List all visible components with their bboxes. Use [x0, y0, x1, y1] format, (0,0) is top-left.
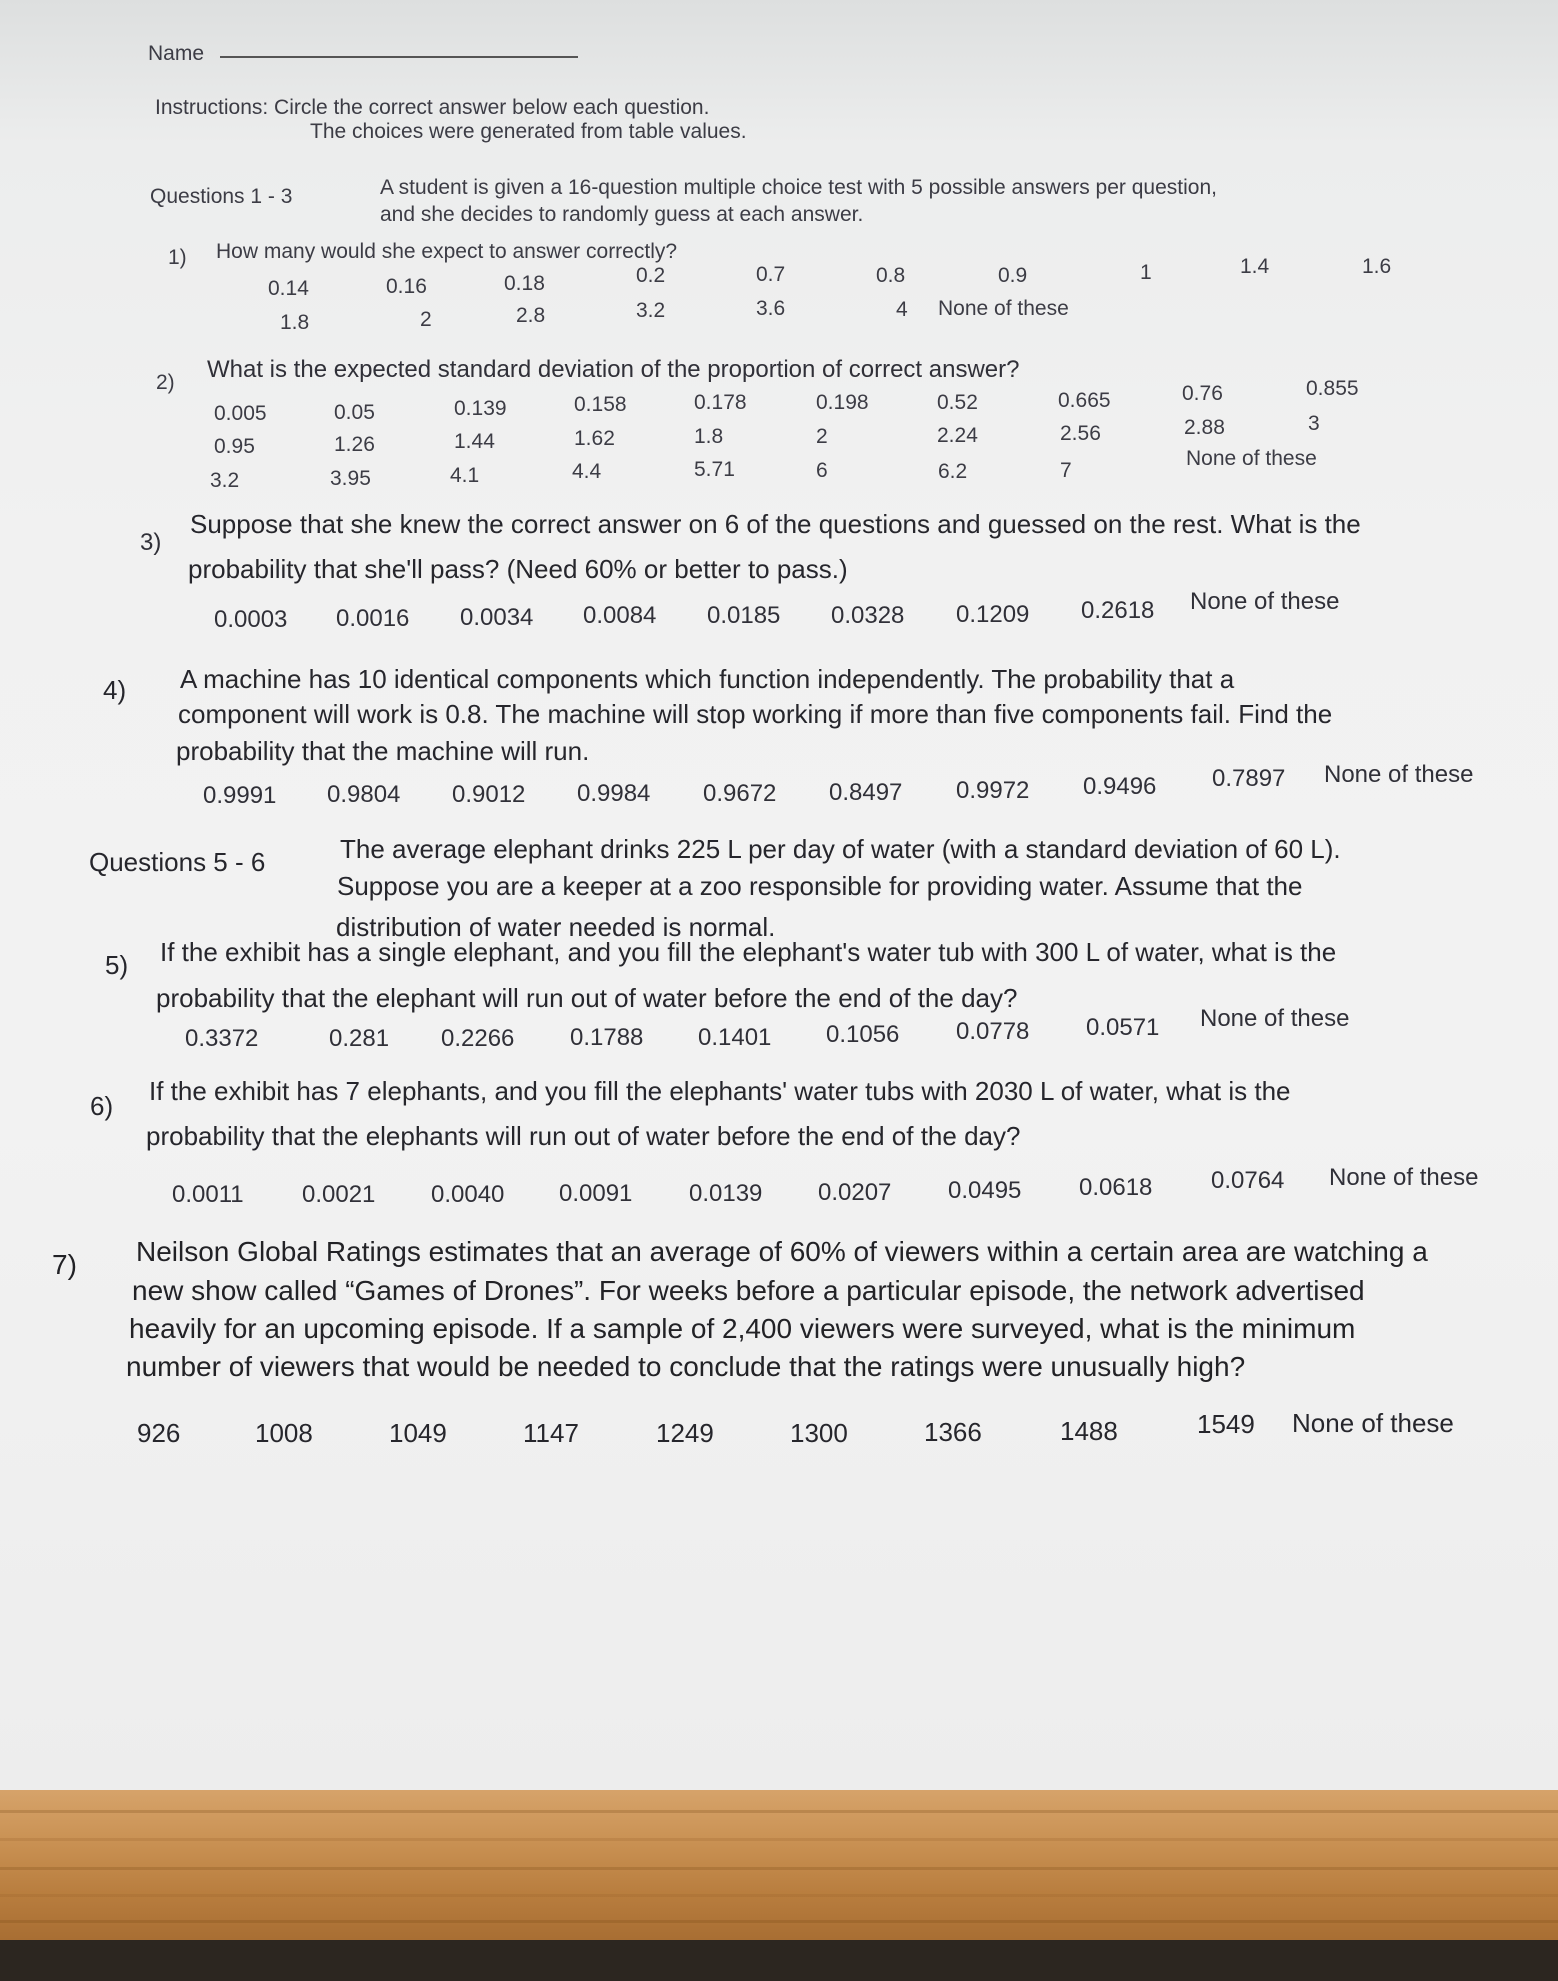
question-4-number: 4) [103, 675, 127, 705]
answer-choice[interactable]: 4.1 [450, 464, 480, 487]
answer-choice[interactable]: 2.56 [1060, 422, 1101, 445]
answer-choice[interactable]: 0.0495 [948, 1177, 1022, 1204]
group-1-3-text-2: and she decides to randomly guess at each answer. [380, 203, 864, 226]
answer-choice[interactable]: 1 [1140, 261, 1152, 284]
question-3-text-1: Suppose that she knew the correct answer on 6 of the questions and guessed on the rest. What is the [190, 509, 1361, 539]
answer-choice[interactable]: 0.8 [876, 264, 906, 287]
answer-choice[interactable]: 2.24 [937, 424, 978, 447]
answer-choice[interactable]: 1.4 [1240, 255, 1270, 278]
instructions-line-2: The choices were generated from table values. [310, 120, 747, 143]
answer-choice[interactable]: 0.3372 [185, 1025, 259, 1052]
question-1-text: How many would she expect to answer correctly? [216, 240, 678, 263]
answer-choice[interactable]: 0.1401 [698, 1024, 772, 1051]
answer-choice[interactable]: 0.9972 [956, 777, 1030, 804]
answer-choice[interactable]: None of these [1292, 1408, 1454, 1438]
answer-choice[interactable]: None of these [938, 297, 1069, 320]
answer-choice[interactable]: None of these [1190, 588, 1340, 615]
answer-choice[interactable]: 0.1056 [826, 1021, 900, 1048]
question-5-text-1: If the exhibit has a single elephant, and you fill the elephant's water tub with 300 L of water, what is the [160, 937, 1337, 967]
wooden-desk-surface [0, 1790, 1558, 1940]
group-1-3-label: Questions 1 - 3 [150, 185, 293, 208]
answer-choice[interactable]: 0.9496 [1083, 773, 1157, 800]
name-label: Name [148, 42, 205, 65]
answer-choice[interactable]: 0.005 [214, 402, 267, 425]
answer-choice[interactable]: 0.139 [454, 397, 507, 420]
answer-choice[interactable]: 6.2 [938, 460, 968, 483]
answer-choice[interactable]: 0.05 [334, 401, 375, 424]
answer-choice[interactable]: 0.9984 [577, 780, 651, 807]
answer-choice[interactable]: 0.0034 [460, 604, 534, 631]
group-5-6-text-2: Suppose you are a keeper at a zoo responsible for providing water. Assume that the [337, 871, 1303, 901]
answer-choice[interactable]: 3 [1308, 412, 1320, 435]
question-5-number: 5) [105, 950, 129, 980]
answer-choice[interactable]: 0.0764 [1211, 1167, 1285, 1194]
question-6-number: 6) [90, 1091, 114, 1121]
question-7-text-2: new show called “Games of Drones”. For weeks before a particular episode, the network advertised [132, 1275, 1365, 1306]
answer-choice[interactable]: 6 [816, 459, 828, 482]
question-3-text-2: probability that she'll pass? (Need 60% or better to pass.) [188, 554, 848, 584]
answer-choice[interactable]: 4.4 [572, 460, 602, 483]
answer-choice[interactable]: 3.6 [756, 297, 786, 320]
answer-choice[interactable]: 0.9672 [703, 780, 777, 807]
answer-choice[interactable]: 1.8 [694, 425, 724, 448]
answer-choice[interactable]: 0.198 [816, 391, 869, 414]
answer-choice[interactable]: 0.14 [268, 277, 309, 300]
answer-choice[interactable]: 0.0778 [956, 1018, 1030, 1045]
answer-choice[interactable]: 1366 [924, 1417, 982, 1447]
group-5-6-text-3: distribution of water needed is normal. [336, 912, 776, 942]
answer-choice[interactable]: 3.2 [210, 469, 240, 492]
question-4-text-3: probability that the machine will run. [176, 736, 590, 766]
answer-choice[interactable]: 0.2618 [1081, 597, 1155, 624]
answer-choice[interactable]: 0.18 [504, 272, 545, 295]
answer-choice[interactable]: 1488 [1060, 1416, 1118, 1446]
question-6-text-2: probability that the elephants will run out of water before the end of the day? [146, 1121, 1021, 1151]
answer-choice[interactable]: 1549 [1197, 1409, 1255, 1439]
answer-choice[interactable]: 0.0021 [302, 1181, 376, 1208]
answer-choice[interactable]: 1249 [656, 1418, 714, 1448]
answer-choice[interactable]: 0.7897 [1212, 765, 1286, 792]
answer-choice[interactable]: 926 [137, 1418, 181, 1448]
answer-choice[interactable]: 0.1209 [956, 601, 1030, 628]
group-5-6-text-1: The average elephant drinks 225 L per day of water (with a standard deviation of 60 L). [340, 834, 1341, 864]
answer-choice[interactable]: 7 [1060, 459, 1072, 482]
answer-choice[interactable]: 0.0618 [1079, 1174, 1153, 1201]
question-2-text: What is the expected standard deviation of the proportion of correct answer? [207, 356, 1020, 383]
answer-choice[interactable]: 3.95 [330, 467, 371, 490]
answer-choice[interactable]: 0.0571 [1086, 1014, 1160, 1041]
answer-choice[interactable]: 0.0040 [431, 1181, 505, 1208]
answer-choice[interactable]: 0.8497 [829, 779, 903, 806]
group-5-6-label: Questions 5 - 6 [89, 847, 266, 877]
answer-choice[interactable]: 0.2266 [441, 1025, 515, 1052]
answer-choice[interactable]: 0.0207 [818, 1179, 892, 1206]
question-7-text-1: Neilson Global Ratings estimates that an average of 60% of viewers within a certain area are watching a [136, 1236, 1428, 1267]
answer-choice[interactable]: 2.88 [1184, 416, 1225, 439]
answer-choice[interactable]: 0.16 [386, 275, 427, 298]
answer-choice[interactable]: 0.0139 [689, 1180, 763, 1207]
answer-choice[interactable]: 1147 [523, 1418, 579, 1448]
answer-choice[interactable]: 1008 [255, 1418, 313, 1448]
answer-choice[interactable]: 0.0091 [559, 1180, 633, 1207]
question-4-text-2: component will work is 0.8. The machine will stop working if more than five components fail. Find the [178, 699, 1333, 729]
answer-choice[interactable]: 1.6 [1362, 255, 1392, 278]
question-7-text-4: number of viewers that would be needed to conclude that the ratings were unusually high? [126, 1351, 1246, 1382]
answer-choice[interactable]: 0.9 [998, 264, 1028, 287]
question-6-text-1: If the exhibit has 7 elephants, and you fill the elephants' water tubs with 2030 L of water, what is the [149, 1076, 1291, 1106]
answer-choice[interactable]: 0.9991 [203, 782, 277, 809]
answer-choice[interactable]: 0.0328 [831, 602, 905, 629]
answer-choice[interactable]: 2 [816, 425, 828, 448]
answer-choice[interactable]: 0.855 [1306, 377, 1359, 400]
question-7-text-3: heavily for an upcoming episode. If a sample of 2,400 viewers were surveyed, what is the minimum [129, 1313, 1356, 1344]
answer-choice[interactable]: 1.44 [454, 430, 495, 453]
answer-choice[interactable]: 1.26 [334, 433, 375, 456]
answer-choice[interactable]: 1.8 [280, 311, 310, 334]
answer-choice[interactable]: 0.2 [636, 264, 666, 287]
answer-choice[interactable]: 1049 [389, 1418, 447, 1448]
answer-choice[interactable]: 0.0011 [172, 1181, 244, 1208]
answer-choice[interactable]: None of these [1329, 1164, 1479, 1191]
answer-choice[interactable]: 3.2 [636, 299, 666, 322]
answer-choice[interactable]: None of these [1200, 1005, 1350, 1032]
answer-choice[interactable]: 0.158 [574, 393, 627, 416]
question-4-text-1: A machine has 10 identical components which function independently. The probability that a [180, 664, 1235, 694]
answer-choice[interactable]: 0.9012 [452, 781, 526, 808]
answer-choice[interactable]: 0.1788 [570, 1024, 644, 1051]
answer-choice[interactable]: 0.0003 [214, 606, 288, 633]
question-3-number: 3) [140, 529, 162, 556]
desk-shadow-edge [0, 1940, 1558, 1981]
answer-choice[interactable]: 0.7 [756, 263, 786, 286]
answer-choice[interactable]: 1300 [790, 1418, 848, 1448]
answer-choice[interactable]: None of these [1186, 447, 1317, 470]
answer-choice[interactable]: 0.281 [329, 1025, 390, 1052]
question-2-number: 2) [156, 371, 175, 394]
answer-choice[interactable]: 0.665 [1058, 389, 1111, 412]
answer-choice[interactable]: 2 [420, 308, 432, 331]
answer-choice[interactable]: 5.71 [694, 458, 735, 481]
answer-choice[interactable]: 0.95 [214, 435, 255, 458]
answer-choice[interactable]: 0.0185 [707, 602, 781, 629]
answer-choice[interactable]: None of these [1324, 761, 1474, 788]
name-blank-line [220, 56, 578, 58]
answer-choice[interactable]: 0.0016 [336, 605, 410, 632]
group-1-3-text-1: A student is given a 16-question multiple choice test with 5 possible answers per question, [380, 176, 1217, 199]
answer-choice[interactable]: 0.9804 [327, 781, 401, 808]
answer-choice[interactable]: 0.178 [694, 391, 747, 414]
answer-choice[interactable]: 0.76 [1182, 382, 1223, 405]
answer-choice[interactable]: 1.62 [574, 427, 615, 450]
answer-choice[interactable]: 2.8 [516, 304, 546, 327]
answer-choice[interactable]: 4 [896, 298, 908, 321]
instructions-line-1: Instructions: Circle the correct answer below each question. [155, 96, 710, 119]
question-1-number: 1) [168, 246, 187, 269]
question-7-number: 7) [52, 1249, 77, 1280]
question-5-text-2: probability that the elephant will run out of water before the end of the day? [156, 983, 1018, 1013]
answer-choice[interactable]: 0.0084 [583, 602, 657, 629]
answer-choice[interactable]: 0.52 [937, 391, 978, 414]
